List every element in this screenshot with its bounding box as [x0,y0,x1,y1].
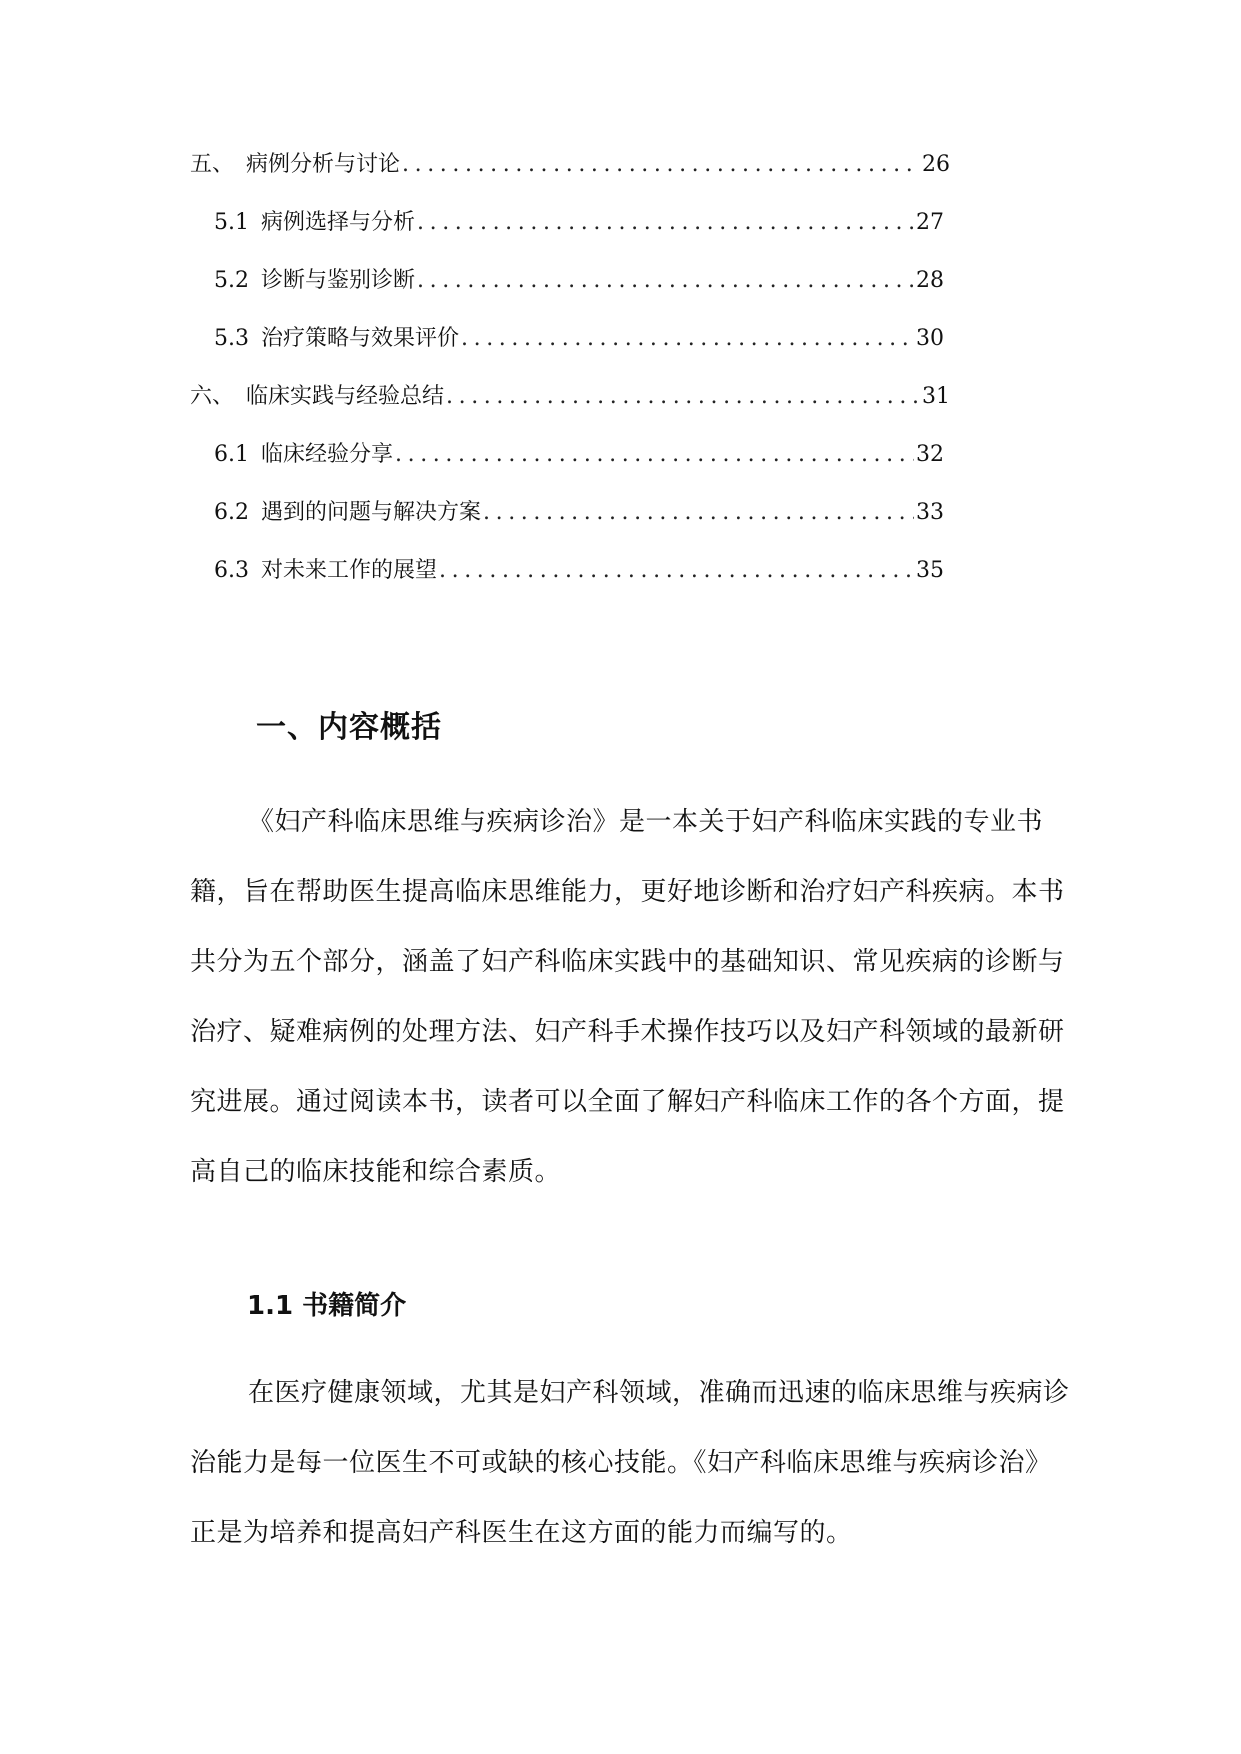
toc-entry-page: 30 [916,326,944,351]
toc-entry-title: 诊断与鉴别诊断 [261,268,416,293]
toc-entry-number: 6.1 [214,442,249,467]
toc-entry[interactable] [190,148,950,182]
toc-dot-leader [417,206,914,240]
toc-entry-number: 5.2 [214,268,249,293]
toc-dot-leader [395,438,914,472]
toc-dot-leader [461,322,914,356]
toc-entry[interactable] [214,322,944,356]
toc-entry-page: 31 [922,384,950,409]
body-paragraph: 在医疗健康领域，尤其是妇产科领域，准确而迅速的临床思维与疾病诊治能力是每一位医生不可或缺的核心技能。《妇产科临床思维与疾病诊治》正是为培养和提高妇产科医生在这方面的能力而编写的。 [190,1378,1070,1548]
toc-entry[interactable] [214,496,944,530]
toc-entry-title: 病例选择与分析 [261,210,416,235]
toc-entry-page: 33 [916,500,944,525]
toc-entry-page: 35 [916,558,944,583]
toc-entry[interactable] [214,438,944,472]
toc-entry-title: 临床经验分享 [261,442,394,467]
subsection-heading: 1.1 书籍简介 [247,1291,407,1321]
toc-dot-leader [417,264,914,298]
toc-entry-number: 五、 [190,152,235,177]
toc-entry-page: 27 [916,210,944,235]
toc-entry-page: 32 [916,442,944,467]
toc-dot-leader [439,554,914,588]
toc-entry-page: 28 [916,268,944,293]
toc-entry-title: 对未来工作的展望 [261,558,438,583]
toc-entry-title: 病例分析与讨论 [246,152,401,177]
section-heading: 一、内容概括 [256,710,442,745]
toc-entry[interactable] [214,206,944,240]
toc-entry-number: 6.2 [214,500,249,525]
toc-entry-number: 5.3 [214,326,249,351]
toc-dot-leader [446,380,920,414]
toc-dot-leader [402,148,920,182]
toc-entry-number: 6.3 [214,558,249,583]
toc-entry[interactable] [190,380,950,414]
toc-entry-number: 5.1 [214,210,249,235]
toc-entry-number: 六、 [190,384,235,409]
toc-entry-title: 遇到的问题与解决方案 [261,500,482,525]
toc-entry[interactable] [214,264,944,298]
toc-entry-page: 26 [922,152,950,177]
toc-dot-leader [483,496,914,530]
toc-entry-title: 治疗策略与效果评价 [261,326,460,351]
toc-entry[interactable] [214,554,944,588]
body-paragraph: 《妇产科临床思维与疾病诊治》是一本关于妇产科临床实践的专业书籍，旨在帮助医生提高临床思维能力，更好地诊断和治疗妇产科疾病。本书共分为五个部分，涵盖了妇产科临床实践中的基础知识、常见疾病的诊断与治疗、疑难病例的处理方法、妇产科手术操作技巧以及妇产科领域的最新研究进展。通过阅读本书，读者可以全面了解妇产科临床工作的各个方面，提高自己的临床技能和综合素质。 [190,807,1065,1187]
toc-entry-title: 临床实践与经验总结 [246,384,445,409]
